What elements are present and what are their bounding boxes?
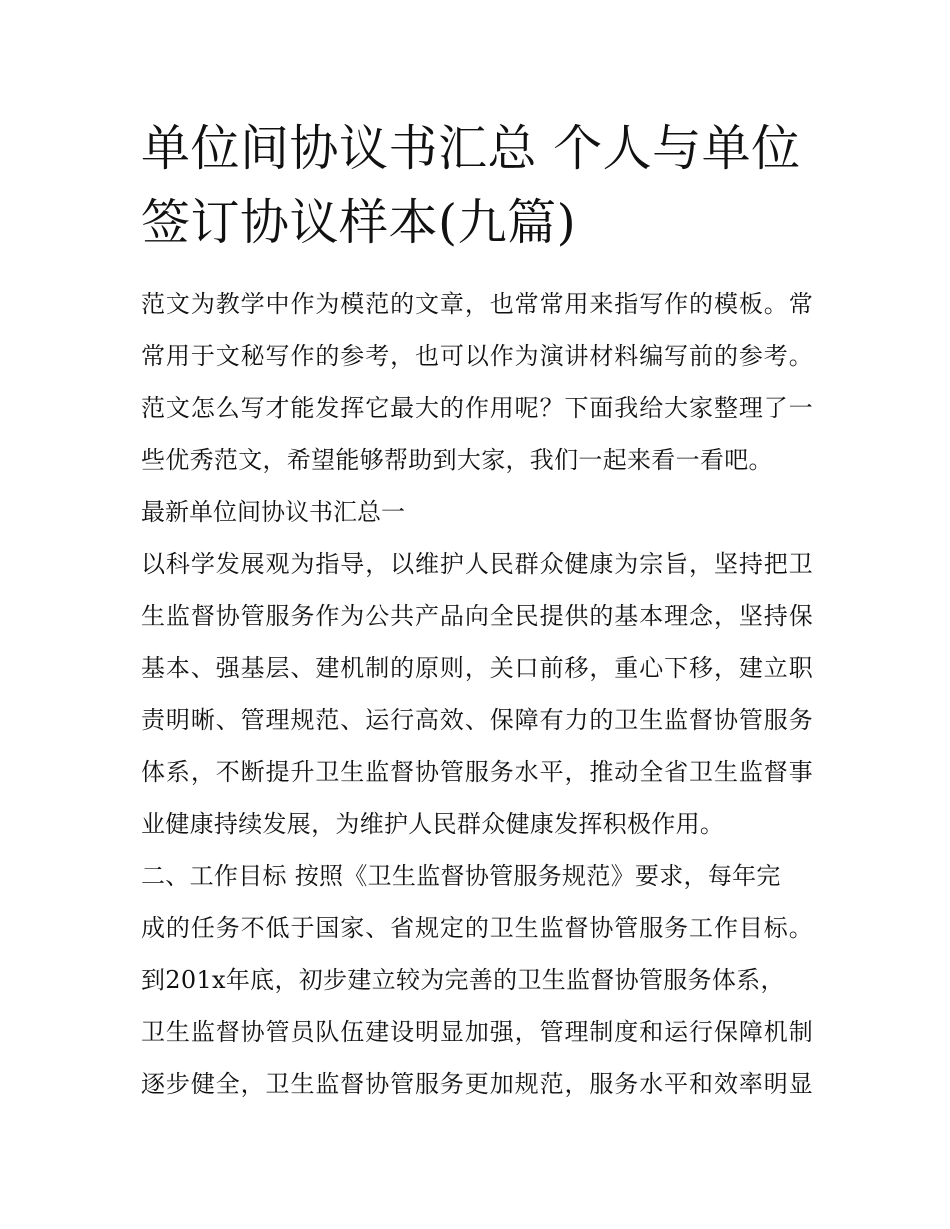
body-line: 业健康持续发展，为维护人民群众健康发挥积极作用。 xyxy=(141,810,725,838)
body-line: 体系，不断提升卫生监督协管服务水平，推动全省卫生监督事 xyxy=(141,758,813,786)
title-line: 单位间协议书汇总 个人与单位 xyxy=(141,120,801,177)
body-line: 范文为教学中作为模范的文章，也常常用来指写作的模板。常 xyxy=(141,290,813,318)
body-line: 责明晰、管理规范、运行高效、保障有力的卫生监督协管服务 xyxy=(141,706,813,734)
document-content xyxy=(141,112,813,1110)
body-line: 常用于文秘写作的参考，也可以作为演讲材料编写前的参考。 xyxy=(141,342,813,370)
body-line: 基本、强基层、建机制的原则，关口前移，重心下移，建立职 xyxy=(141,654,813,682)
body-line: 以科学发展观为指导，以维护人民群众健康为宗旨，坚持把卫 xyxy=(141,550,813,578)
body-line: 生监督协管服务作为公共产品向全民提供的基本理念，坚持保 xyxy=(141,602,813,630)
document-body xyxy=(141,278,813,1110)
body-line: 二、工作目标 按照《卫生监督协管服务规范》要求，每年完 xyxy=(141,862,781,890)
body-line: 些优秀范文，希望能够帮助到大家，我们一起来看一看吧。 xyxy=(141,446,773,474)
title-line: 签订协议样本(九篇) xyxy=(141,194,577,251)
body-line: 范文怎么写才能发挥它最大的作用呢？下面我给大家整理了一 xyxy=(141,394,813,422)
body-line: 逐步健全，卫生监督协管服务更加规范，服务水平和效率明显 xyxy=(141,1070,813,1098)
document-title xyxy=(141,112,813,260)
body-line: 成的任务不低于国家、省规定的卫生监督协管服务工作目标。 xyxy=(141,914,813,942)
section-heading: 最新单位间协议书汇总一 xyxy=(141,498,405,526)
body-line: 卫生监督协管员队伍建设明显加强，管理制度和运行保障机制 xyxy=(141,1018,813,1046)
body-line: 到201x年底，初步建立较为完善的卫生监督协管服务体系， xyxy=(141,966,785,994)
